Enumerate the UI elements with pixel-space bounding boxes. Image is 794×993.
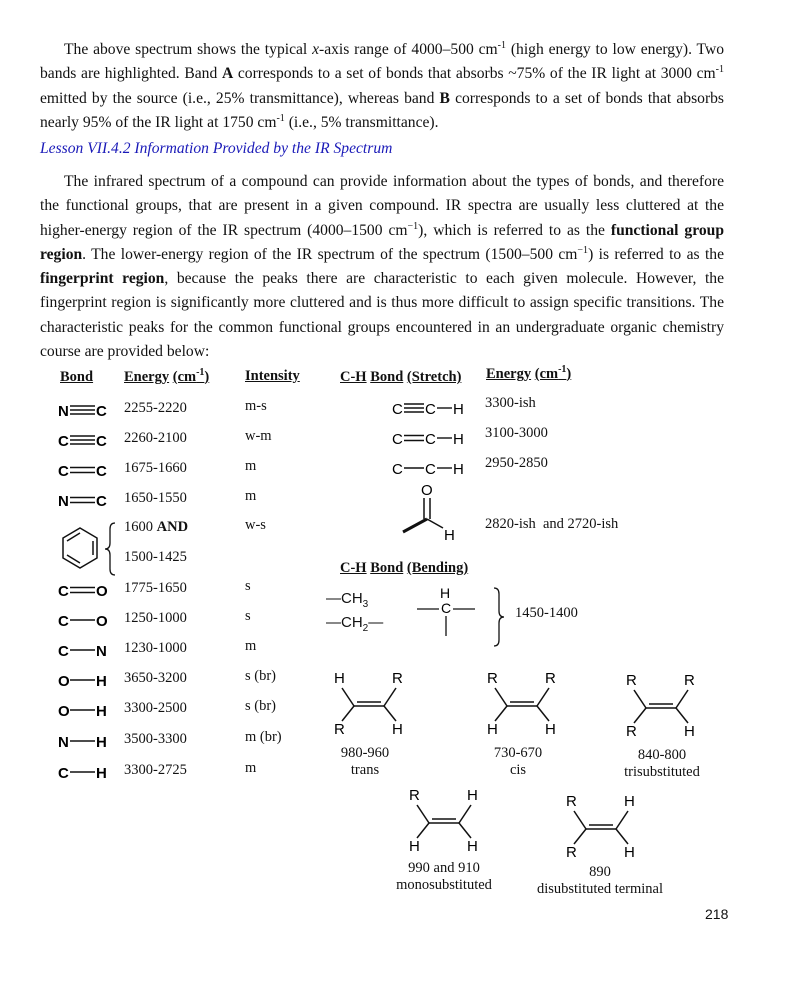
bending-brace <box>491 586 507 648</box>
methine-structure <box>413 586 485 642</box>
alkene-structure <box>483 668 569 745</box>
bond-structure <box>57 761 109 788</box>
atom-label: C <box>392 431 403 448</box>
alkene-caption <box>525 864 675 898</box>
alkene-name: disubstituted terminal <box>536 881 664 897</box>
energy-value: 1675-1660 <box>124 460 187 476</box>
atom-left: C <box>58 613 69 630</box>
alkene-structure <box>405 785 491 862</box>
alkene-structure <box>622 670 708 747</box>
substituent-br: H <box>684 723 695 740</box>
substituent-bl: R <box>626 723 637 740</box>
atom-left: C <box>58 765 69 782</box>
benzene-brace <box>102 521 118 577</box>
atom-left: O <box>58 673 70 690</box>
substituent-bl: R <box>334 721 345 738</box>
ch-stretch-structure <box>390 397 470 424</box>
alkene-range: 990 and 910 <box>408 860 480 876</box>
atom-left: N <box>58 403 69 420</box>
alkene-structure <box>330 668 416 745</box>
atom-label: H <box>453 431 464 448</box>
atom-right: C <box>96 463 107 480</box>
substituent-tl: R <box>626 672 637 689</box>
energy-value: 3300-2725 <box>124 762 187 778</box>
intensity-value: w-m <box>245 428 272 444</box>
bending-energy: 1450-1400 <box>515 605 578 621</box>
body-paragraph: The infrared spectrum of a compound can provide information about the types of bonds, and therefore the functional groups, that are present in a given compound. IR spectra are usually less cluttered at the higher-energy region of the IR spectrum (4000–1500 $cm^{-1}$), which is referred to as the functional group region. The lower-energy region of the IR spectrum of the spectrum (1500–500 $cm^{-1}$) is referred to as the fingerprint region, because the peaks there are characteristic to each given molecule. However, the fingerprint region is significantly more cluttered and is thus more difficult to assign specific transitions. The characteristic peaks for the common functional groups encountered in an undergraduate organic chemistry course are provided below: <box>40 173 724 361</box>
intensity-value: s (br) <box>245 668 277 684</box>
energy-header: Energy $(cm^{-1})$ <box>124 367 210 385</box>
lesson-title: Lesson VII.4.2 Information Provided by the IR Spectrum <box>40 140 393 157</box>
bond-structure <box>57 429 109 456</box>
intro-paragraph: The above spectrum shows the typical x-axis range of 4000–500 $cm^{-1}$ (high energy to low energy). Two bands are highlighted. Band A corresponds to a set of bonds that absorbs ~75% of the IR light at 3000 $cm^{-1}$ emitted by the source (i.e., 25% transmittance), whereas band B corresponds to a set of bonds that absorbs nearly 95% of the IR light at 1750 $cm^{-1}$ (i.e., 5% transmittance). <box>40 40 725 131</box>
substituent-tl: R <box>409 787 420 804</box>
stretch-energy: 2950-2850 <box>485 455 548 471</box>
aldehyde-o: O <box>421 482 433 499</box>
energy-value: 1775-1650 <box>124 580 187 596</box>
substituent-tl: H <box>334 670 345 687</box>
atom-right: C <box>96 433 107 450</box>
alkene-name: trans <box>350 762 380 778</box>
stretch-header: C-H Bond (Stretch) <box>340 369 462 385</box>
energy-value: 2255-2220 <box>124 400 187 416</box>
atom-left: C <box>58 583 69 600</box>
substituent-br: H <box>392 721 403 738</box>
intensity-value: w-s <box>245 517 266 533</box>
energy-value: 1230-1000 <box>124 640 187 656</box>
substituent-tl: R <box>566 793 577 810</box>
energy-value: 3500-3300 <box>124 731 187 747</box>
intensity-value: s <box>245 578 251 594</box>
bond-structure <box>57 699 109 726</box>
stretch-energy-header: Energy $(cm^{-1})$ <box>486 364 572 382</box>
substituent-br: H <box>624 844 635 861</box>
energy-value: 1250-1000 <box>124 610 187 626</box>
bending-header: C-H Bond (Bending) <box>340 560 469 576</box>
aldehyde-energy: 2820-ish and 2720-ish <box>485 516 619 532</box>
aldehyde-structure <box>395 480 485 542</box>
bond-structure <box>57 730 109 757</box>
intensity-value: m (br) <box>245 729 282 745</box>
alkene-caption <box>385 860 503 894</box>
atom-label: H <box>453 401 464 418</box>
intensity-header: Intensity <box>245 368 300 384</box>
atom-right: O <box>96 583 108 600</box>
atom-label: H <box>453 461 464 478</box>
aldehyde-h: H <box>444 527 455 542</box>
alkene-name: monosubstituted <box>396 877 492 893</box>
alkene-caption <box>603 747 721 781</box>
substituent-tr: H <box>467 787 478 804</box>
intensity-value: m <box>245 458 257 474</box>
alkene-range: 840-800 <box>637 747 687 763</box>
bond-structure <box>57 489 109 516</box>
substituent-br: H <box>467 838 478 855</box>
alkene-caption <box>325 745 405 779</box>
substituent-bl: H <box>409 838 420 855</box>
substituent-tr: R <box>392 670 403 687</box>
substituent-br: H <box>545 721 556 738</box>
substituent-tr: R <box>545 670 556 687</box>
atom-right: H <box>96 703 107 720</box>
atom-label: C <box>392 461 403 478</box>
energy-value: 3300-2500 <box>124 700 187 716</box>
atom-left: C <box>58 463 69 480</box>
atom-left: C <box>58 433 69 450</box>
atom-right: H <box>96 734 107 751</box>
bond-structure <box>57 639 109 666</box>
intensity-value: m <box>245 638 257 654</box>
energy-value: 2260-2100 <box>124 430 187 446</box>
methine-c: C <box>441 600 452 616</box>
energy-value: 1600 AND <box>124 519 189 535</box>
alkene-name: trisubstituted <box>624 764 700 780</box>
substituent-tr: H <box>624 793 635 810</box>
atom-left: N <box>58 493 69 510</box>
ch2-group: $—CH_2—$ <box>326 614 384 634</box>
energy-value: 3650-3200 <box>124 670 187 686</box>
atom-right: C <box>96 493 107 510</box>
intensity-value: s <box>245 608 251 624</box>
bond-structure <box>57 399 109 426</box>
energy-value: 1650-1550 <box>124 490 187 506</box>
methine-h: H <box>440 586 451 601</box>
alkene-range: 980-960 <box>340 745 390 761</box>
intensity-value: m <box>245 488 257 504</box>
atom-label: C <box>425 461 436 478</box>
stretch-energy: 3300-ish <box>485 395 536 411</box>
atom-right: O <box>96 613 108 630</box>
atom-left: N <box>58 734 69 751</box>
substituent-tr: R <box>684 672 695 689</box>
bond-structure <box>57 579 109 606</box>
atom-right: H <box>96 673 107 690</box>
alkene-structure <box>562 791 648 868</box>
bond-structure <box>57 609 109 636</box>
substituent-tl: R <box>487 670 498 687</box>
substituent-bl: H <box>487 721 498 738</box>
substituent-bl: R <box>566 844 577 861</box>
atom-label: C <box>425 431 436 448</box>
stretch-energy: 3100-3000 <box>485 425 548 441</box>
atom-right: C <box>96 403 107 420</box>
page-number: 218 <box>705 906 729 922</box>
energy-value: 1500-1425 <box>124 549 187 565</box>
intensity-value: m-s <box>245 398 267 414</box>
ch3-group: $—CH_3$ <box>326 590 369 610</box>
atom-right: H <box>96 765 107 782</box>
alkene-name: cis <box>509 762 527 778</box>
alkene-range: 890 <box>589 864 611 880</box>
atom-left: O <box>58 703 70 720</box>
intensity-value: m <box>245 760 257 776</box>
atom-label: C <box>425 401 436 418</box>
atom-left: C <box>58 643 69 660</box>
bond-structure <box>57 669 109 696</box>
alkene-caption <box>478 745 558 779</box>
intensity-value: s (br) <box>245 698 277 714</box>
bond-structure <box>57 459 109 486</box>
atom-right: N <box>96 643 107 660</box>
ch-stretch-structure <box>390 427 470 454</box>
bond-header: Bond <box>60 369 94 385</box>
atom-label: C <box>392 401 403 418</box>
alkene-range: 730-670 <box>493 745 543 761</box>
